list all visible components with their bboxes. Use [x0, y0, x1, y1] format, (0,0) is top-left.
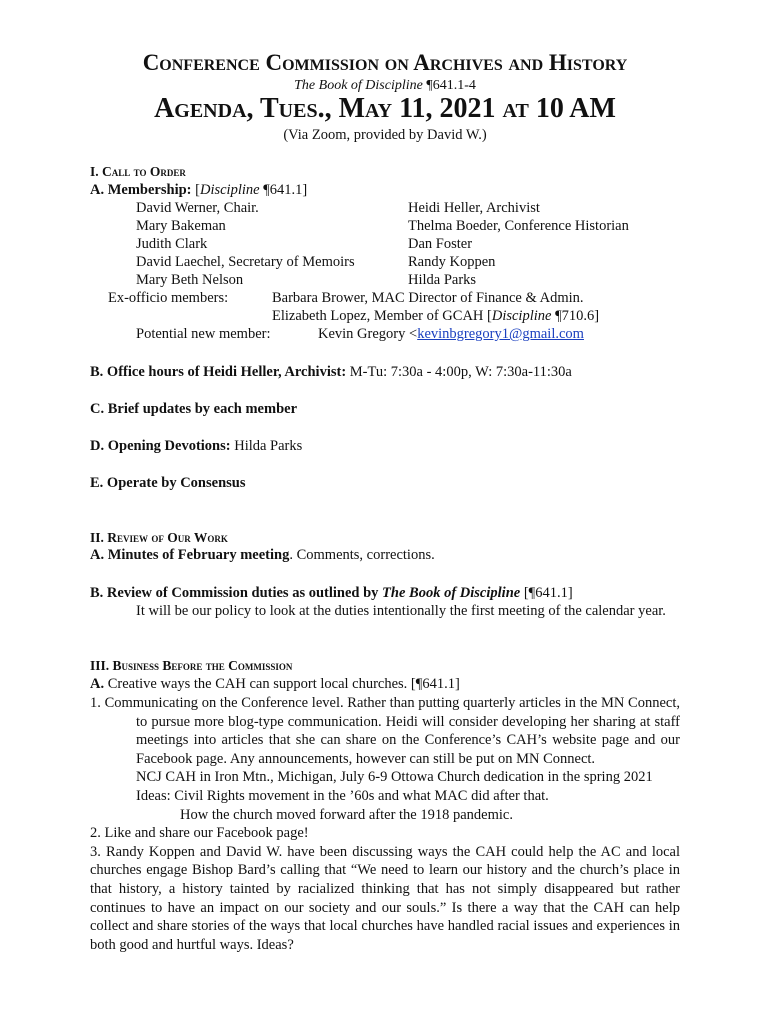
business-items: [90, 694, 680, 954]
membership-label: A. Membership:: [90, 182, 192, 198]
membership-open: [: [191, 182, 200, 198]
item-3: 3. Randy Koppen and David W. have been discussing ways the CAH could help the AC and local churches engage Bishop Bard’s calling that “We need to learn our history and the church’s place in that history, a history tainted by racialized thinking that has not simply disappeared but rather continues to have an impact on our society and our souls.” Is there a way that the CAH can help collect and share stories of the ways that local churches have handled racial issues and experiences in both good and hurtful ways. Ideas?: [90, 843, 680, 953]
office-hours-text: M-Tu: 7:30a - 4:00p, W: 7:30a-11:30a: [346, 364, 572, 380]
item-1-ideas-2: How the church moved forward after the 1918 pandemic.: [180, 806, 513, 823]
membership-line: [90, 182, 307, 199]
member-right-0: Heidi Heller, Archivist: [408, 200, 540, 216]
item-1: 1. Communicating on the Conference level. Rather than putting quarterly articles in the MN Connect, to pursue more blog-type communication. Heidi will consider developing her sharing at staff meetings into articles that she can share on the Conference’s CAH’s website page and our Facebook page. Any announcements, however can still be put on MN Connect.: [90, 695, 680, 767]
agenda-title: Agenda, Tues., May 11, 2021 at 10 AM: [154, 93, 616, 124]
member-right-4: Hilda Parks: [408, 272, 477, 288]
exofficio-2-italic: Discipline: [491, 308, 552, 324]
minutes-text: . Comments, corrections.: [289, 547, 435, 563]
member-left-3: David Laechel, Secretary of Memoirs: [136, 254, 355, 270]
membership-ref: ¶641.1]: [259, 182, 308, 198]
exofficio-2-pre: Elizabeth Lopez, Member of GCAH [: [272, 308, 492, 324]
duties-text: It will be our policy to look at the duties intentionally the first meeting of the calendar year.: [136, 603, 666, 619]
subtitle-ref: ¶641.1-4: [422, 78, 476, 93]
page-title: Conference Commission on Archives and History: [142, 50, 628, 75]
section-1-heading: I. Call to Order: [90, 164, 186, 179]
operate-consensus: E. Operate by Consensus: [90, 475, 246, 491]
exofficio-member-2: [272, 308, 599, 325]
brief-updates: C. Brief updates by each member: [90, 401, 298, 417]
office-hours-label: B. Office hours of Heidi Heller, Archivist:: [90, 364, 347, 380]
opening-devotions-line: [90, 438, 302, 455]
member-left-1: Mary Bakeman: [136, 218, 226, 234]
membership-ref-italic: Discipline: [199, 182, 260, 198]
item-1-ncj: NCJ CAH in Iron Mtn., Michigan, July 6-9 Ottowa Church dedication in the spring 2021: [136, 769, 653, 786]
subtitle-italic: The Book of Discipline: [294, 78, 423, 93]
zoom-note: (Via Zoom, provided by David W.): [283, 127, 487, 143]
minutes-line: [90, 547, 435, 564]
member-right-1: Thelma Boeder, Conference Historian: [408, 218, 629, 234]
exofficio-label: Ex-officio members:: [108, 290, 229, 306]
opening-devotions-label: D. Opening Devotions:: [90, 438, 231, 454]
potential-name: Kevin Gregory <: [318, 326, 418, 342]
member-left-2: Judith Clark: [136, 236, 208, 252]
section-2-heading: II. Review of Our Work: [90, 530, 228, 545]
office-hours-line: [90, 364, 572, 381]
duties-label: B. Review of Commission duties as outlined by: [90, 585, 383, 601]
member-left-0: David Werner, Chair.: [136, 200, 259, 216]
member-left-4: Mary Beth Nelson: [136, 272, 244, 288]
minutes-label: A. Minutes of February meeting: [90, 547, 290, 563]
creative-ways-label: A.: [90, 676, 105, 692]
duties-line: [90, 585, 573, 602]
creative-ways-text: Creative ways the CAH can support local churches. [¶641.1]: [104, 676, 460, 692]
page-subtitle: [0, 78, 770, 94]
email-link[interactable]: kevinbgregory1@gmail.com: [417, 326, 584, 342]
opening-devotions-text: Hilda Parks: [230, 438, 303, 454]
item-1-ideas: Ideas: Civil Rights movement in the ’60s and what MAC did after that.: [136, 787, 549, 804]
item-2: 2. Like and share our Facebook page!: [90, 825, 309, 842]
creative-ways-line: [90, 676, 460, 693]
potential-member: [318, 326, 584, 343]
potential-label: Potential new member:: [136, 326, 271, 342]
duties-italic: The Book of Discipline: [382, 585, 521, 601]
exofficio-member-1: Barbara Brower, MAC Director of Finance & Admin.: [272, 290, 584, 306]
exofficio-2-post: ¶710.6]: [551, 308, 600, 324]
member-right-3: Randy Koppen: [408, 254, 496, 270]
section-3-heading: III. Business Before the Commission: [90, 658, 293, 673]
duties-ref: [¶641.1]: [520, 585, 573, 601]
member-right-2: Dan Foster: [408, 236, 473, 252]
